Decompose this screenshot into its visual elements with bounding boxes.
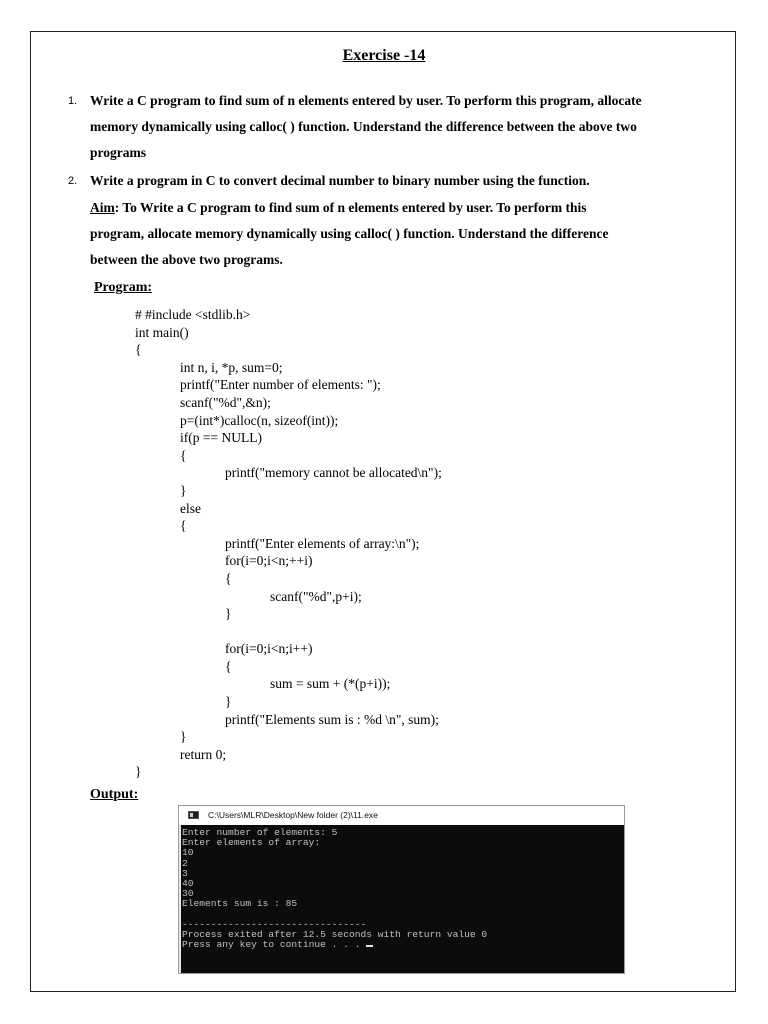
code-line: printf("Enter number of elements: "); — [180, 377, 381, 393]
code-line: return 0; — [180, 746, 227, 762]
question-1-line: programs — [90, 145, 146, 160]
exercise-title: Exercise -14 — [342, 47, 426, 64]
question-1 — [90, 88, 730, 166]
question-2 — [90, 168, 730, 194]
console-window — [178, 805, 625, 974]
code-line: } — [225, 606, 232, 622]
code-line — [135, 623, 442, 641]
console-line: Press any key to continue . . . — [182, 940, 621, 950]
console-line: Enter elements of array: — [182, 837, 321, 849]
output-heading: Output: — [90, 787, 139, 802]
question-1-line: memory dynamically using calloc( ) function. Understand the difference between the above two — [90, 119, 637, 134]
code-line: { — [180, 447, 187, 463]
question-2-number: 2. — [68, 175, 78, 187]
console-line: 3 — [182, 867, 188, 879]
code-line: } — [180, 729, 187, 745]
code-line: } — [135, 764, 142, 780]
code-line: if(p == NULL) — [180, 430, 262, 446]
console-titlebar — [179, 806, 624, 825]
console-edge — [179, 825, 181, 973]
console-output — [182, 828, 621, 950]
console-title: C:\Users\MLR\Desktop\New folder (2)\11.exe — [208, 810, 378, 820]
console-line: Enter number of elements: 5 — [182, 827, 338, 838]
code-line: p=(int*)calloc(n, sizeof(int)); — [180, 412, 339, 428]
code-block — [135, 306, 442, 781]
console-app-icon — [188, 811, 199, 819]
code-line: for(i=0;i<n;++i) — [225, 553, 313, 569]
code-line: { — [225, 658, 232, 674]
code-line: printf("Elements sum is : %d \n", sum); — [225, 711, 439, 727]
aim-line: program, allocate memory dynamically using calloc( ) function. Understand the difference — [90, 226, 609, 241]
console-line: 40 — [182, 878, 194, 890]
code-line: printf("Enter elements of array:\n"); — [225, 535, 420, 551]
console-line: 10 — [182, 847, 194, 859]
code-line: # #include <stdlib.h> — [135, 307, 251, 322]
console-line: Elements sum is : 85 — [182, 898, 298, 910]
aim-label: Aim — [90, 200, 115, 215]
code-line: for(i=0;i<n;i++) — [225, 641, 313, 657]
question-1-line: Write a C program to find sum of n elements entered by user. To perform this program, allocate — [90, 93, 642, 108]
code-line: sum = sum + (*(p+i)); — [270, 676, 391, 692]
console-cursor — [366, 945, 373, 947]
aim-paragraph — [90, 195, 730, 273]
console-line: 2 — [182, 857, 188, 869]
console-line: Process exited after 12.5 seconds with return value 0 — [182, 929, 488, 941]
code-line: } — [180, 482, 187, 498]
code-line: int main() — [135, 324, 189, 340]
code-line: { — [180, 518, 187, 534]
console-line: 30 — [182, 888, 194, 900]
aim-line: : To Write a C program to find sum of n elements entered by user. To perform this — [114, 200, 587, 215]
code-line: scanf("%d",&n); — [180, 394, 271, 410]
code-line: } — [225, 694, 232, 710]
code-line: else — [180, 500, 201, 516]
question-1-number: 1. — [68, 95, 78, 107]
code-line: printf("memory cannot be allocated\n"); — [225, 465, 442, 481]
code-line: scanf("%d",p+i); — [270, 588, 362, 604]
code-line: int n, i, *p, sum=0; — [180, 359, 283, 375]
question-2-line: Write a program in C to convert decimal number to binary number using the function. — [90, 173, 590, 188]
console-line: -------------------------------- — [182, 918, 367, 930]
code-line: { — [135, 342, 142, 358]
code-line: { — [225, 570, 232, 586]
program-heading: Program: — [94, 280, 153, 295]
aim-line: between the above two programs. — [90, 252, 283, 267]
